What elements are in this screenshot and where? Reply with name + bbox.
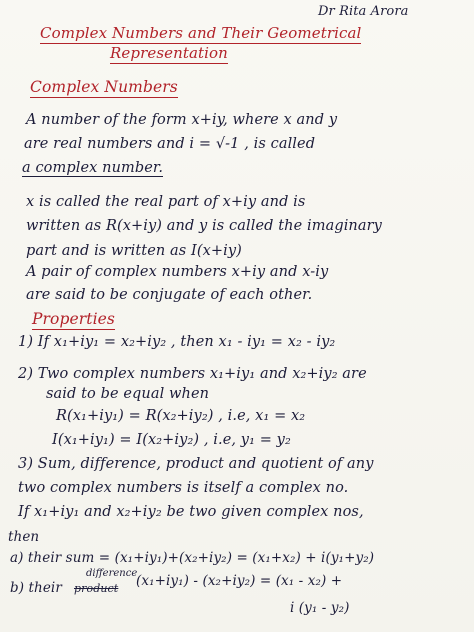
- difference-correction-word: difference: [86, 568, 138, 579]
- conjugate-line-1: A pair of complex numbers x+iy and x-iy: [26, 264, 329, 280]
- properties-heading: Properties: [32, 310, 115, 328]
- difference-formula: (x₁+iy₁) - (x₂+iy₂) = (x₁ - x₂) +: [136, 573, 343, 589]
- property-2-line-1: 2) Two complex numbers x₁+iy₁ and x₂+iy₂ are: [18, 366, 367, 382]
- struck-product-word: product: [74, 582, 119, 595]
- definition-line-3: a complex number.: [22, 160, 164, 176]
- real-part-line-3: part and is written as I(x+iy): [26, 243, 242, 259]
- property-3-line-2: two complex numbers is itself a complex no.: [18, 480, 349, 496]
- property-2-line-2: said to be equal when: [46, 386, 210, 402]
- page-title: Complex Numbers and Their Geometrical: [40, 24, 362, 42]
- page-title-continued: Representation: [110, 44, 228, 62]
- property-1: 1) If x₁+iy₁ = x₂+iy₂ , then x₁ - iy₁ = x₂ - iy₂: [18, 334, 336, 350]
- property-3-line-3: If x₁+iy₁ and x₂+iy₂ be two given complex nos,: [18, 504, 364, 520]
- property-3-line-4: then: [8, 529, 40, 545]
- real-part-line-1: x is called the real part of x+iy and is: [26, 194, 306, 210]
- sum-formula: a) their sum = (x₁+iy₁)+(x₂+iy₂) = (x₁+x₂) + i(y₁+y₂): [10, 550, 375, 566]
- section-heading-complex-numbers: Complex Numbers: [30, 78, 178, 96]
- definition-line-1: A number of the form x+iy, where x and y: [26, 112, 338, 128]
- definition-line-2: are real numbers and i = √-1 , is called: [24, 136, 316, 152]
- property-2-real-condition: R(x₁+iy₁) = R(x₂+iy₂) , i.e, x₁ = x₂: [56, 408, 306, 424]
- property-2-imaginary-condition: I(x₁+iy₁) = I(x₂+iy₂) , i.e, y₁ = y₂: [52, 432, 291, 448]
- real-part-line-2: written as R(x+iy) and y is called the imaginary: [26, 218, 382, 234]
- difference-label: b) their: [10, 580, 62, 596]
- author-name: Dr Rita Arora: [318, 4, 409, 19]
- difference-formula-continued: i (y₁ - y₂): [290, 600, 350, 616]
- property-3-line-1: 3) Sum, difference, product and quotient of any: [18, 456, 374, 472]
- conjugate-line-2: are said to be conjugate of each other.: [26, 287, 313, 303]
